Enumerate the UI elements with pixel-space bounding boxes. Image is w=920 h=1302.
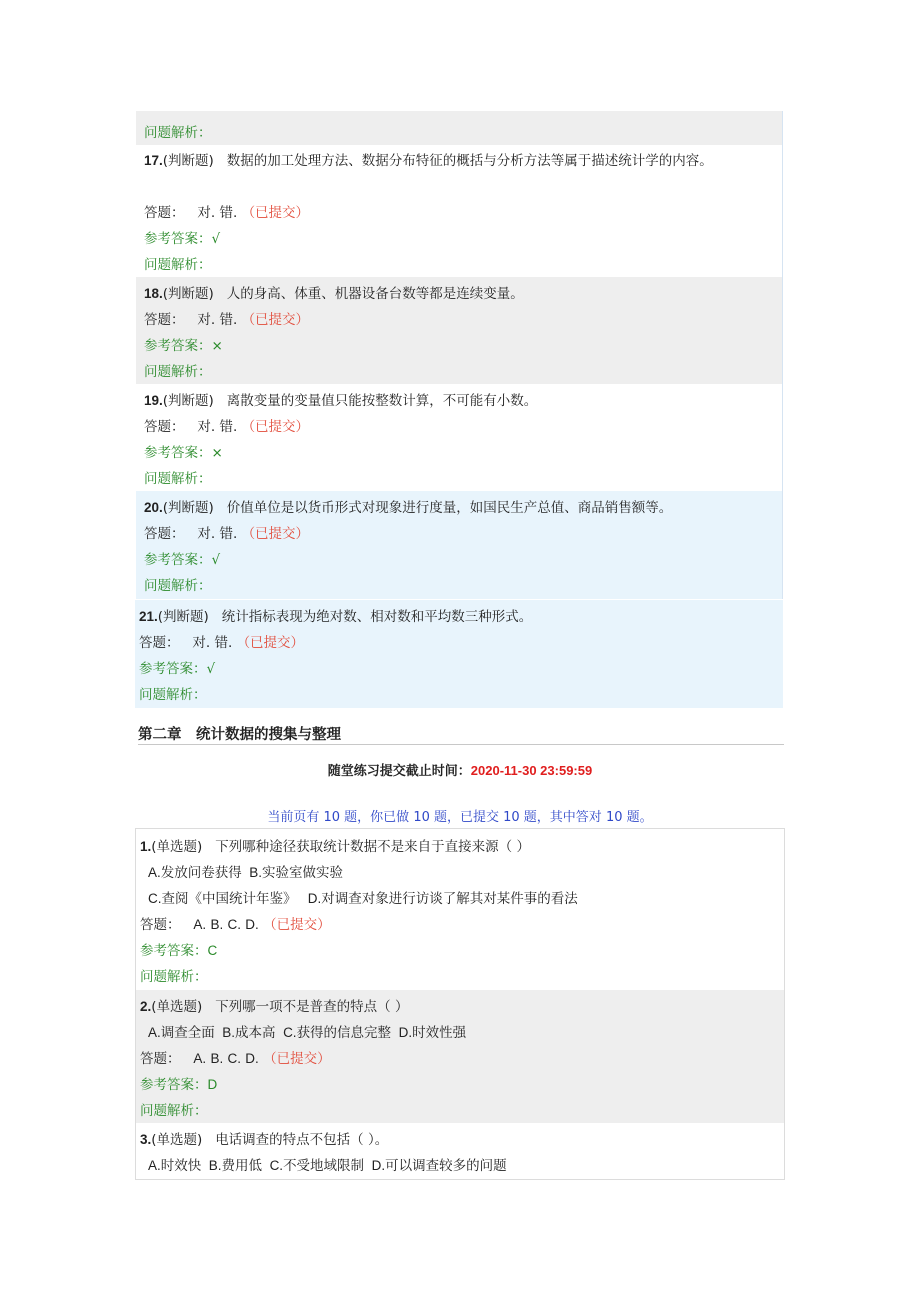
question-header: 20.(判断题) 价值单位是以货币形式对现象进行度量，如国民生产总值、商品销售额等。 (144, 500, 673, 516)
progress-status: 当前页有 10 题，你已做 10 题，已提交 10 题，其中答对 10 题。 (267, 810, 653, 825)
option-false[interactable]: 错. (219, 419, 238, 435)
submitted-badge: （已提交） (241, 312, 310, 328)
question-19 (136, 384, 783, 491)
answer-row: 答题： A. B. C. D. （已提交） (140, 1051, 331, 1067)
q16-tail (136, 111, 783, 145)
question-text: 人的身高、体重、机器设备台数等都是连续变量。 (226, 286, 524, 302)
question-header: 19.(判断题) 离散变量的变量值只能按整数计算，不可能有小数。 (144, 393, 538, 409)
deadline-time: 2020-11-30 23:59:59 (470, 763, 593, 778)
option-true[interactable]: 对. (192, 635, 211, 651)
question-text: 离散变量的变量值只能按整数计算，不可能有小数。 (226, 393, 538, 409)
reference-answer: 参考答案：√ (139, 661, 216, 677)
question-header: 18.(判断题) 人的身高、体重、机器设备台数等都是连续变量。 (144, 286, 524, 302)
question-18 (136, 277, 783, 384)
question-20 (136, 491, 783, 599)
option-a[interactable]: A.时效快 (148, 1158, 202, 1173)
option-false[interactable]: 错. (214, 635, 233, 651)
answer-a[interactable]: A. (193, 1051, 207, 1066)
question-text: 电话调查的特点不包括（ ）。 (215, 1132, 389, 1148)
answer-row: 答题： 对. 错. （已提交） (139, 635, 305, 651)
analysis-label: 问题解析： (139, 687, 207, 703)
option-b[interactable]: B.实验室做实验 (249, 865, 344, 880)
question-text: 下列哪种途径获取统计数据不是来自于直接来源（ ） (215, 839, 530, 855)
answer-c[interactable]: C. (227, 917, 241, 932)
answer-row: 答题： 对. 错. （已提交） (144, 419, 310, 435)
option-a[interactable]: A.调查全面 (148, 1025, 215, 1040)
question-header: 17.(判断题) 数据的加工处理方法、数据分布特征的概括与分析方法等属于描述统计学的内容。 (144, 153, 713, 169)
option-true[interactable]: 对. (197, 419, 216, 435)
option-true[interactable]: 对. (197, 526, 216, 542)
answer-row: 答题： 对. 错. （已提交） (144, 312, 310, 328)
analysis-label: 问题解析： (144, 578, 212, 594)
analysis-label: 问题解析： (144, 471, 212, 487)
answer-b[interactable]: B. (210, 917, 224, 932)
answer-row: 答题： 对. 错. （已提交） (144, 205, 310, 221)
option-false[interactable]: 错. (219, 205, 238, 221)
analysis-label: 问题解析： (140, 969, 208, 985)
submitted-badge: （已提交） (241, 526, 310, 542)
answer-b[interactable]: B. (210, 1051, 224, 1066)
option-c[interactable]: C.获得的信息完整 (283, 1025, 392, 1040)
option-false[interactable]: 错. (219, 526, 238, 542)
question-text: 数据的加工处理方法、数据分布特征的概括与分析方法等属于描述统计学的内容。 (226, 153, 713, 169)
reference-answer: 参考答案：D (140, 1077, 218, 1093)
answer-c[interactable]: C. (227, 1051, 241, 1066)
analysis-label: 问题解析： (144, 257, 212, 273)
question-header: 1.(单选题) 下列哪种途径获取统计数据不是来自于直接来源（ ） (140, 839, 530, 855)
option-c[interactable]: C.不受地域限制 (269, 1158, 365, 1173)
submitted-badge: （已提交） (241, 419, 310, 435)
submitted-badge: （已提交） (241, 205, 310, 221)
options-row (148, 1156, 507, 1176)
reference-answer: 参考答案：C (140, 943, 218, 959)
options-row (148, 863, 343, 883)
option-d[interactable]: D.时效性强 (398, 1025, 467, 1040)
option-b[interactable]: B.成本高 (222, 1025, 276, 1040)
question-c1 (136, 829, 784, 990)
options-row (148, 1023, 466, 1043)
option-d[interactable]: D.可以调查较多的问题 (371, 1158, 507, 1173)
answer-d[interactable]: D. (245, 917, 259, 932)
option-a[interactable]: A.发放问卷获得 (148, 865, 242, 880)
submitted-badge: （已提交） (263, 917, 331, 933)
reference-answer: 参考答案：√ (144, 231, 221, 247)
option-true[interactable]: 对. (197, 205, 216, 221)
option-true[interactable]: 对. (197, 312, 216, 328)
question-c3 (136, 1123, 784, 1179)
question-21 (135, 600, 783, 708)
analysis-label: 问题解析： (144, 364, 212, 380)
question-c2 (136, 990, 784, 1123)
question-text: 统计指标表现为绝对数、相对数和平均数三种形式。 (221, 609, 533, 625)
option-d[interactable]: D.对调查对象进行访谈了解其对某件事的看法 (307, 891, 578, 906)
question-text: 价值单位是以货币形式对现象进行度量，如国民生产总值、商品销售额等。 (226, 500, 673, 516)
answer-row: 答题： 对. 错. （已提交） (144, 526, 310, 542)
chapter-heading: 第二章 统计数据的搜集与整理 (138, 722, 784, 745)
analysis-label: 问题解析： (140, 1103, 208, 1119)
option-b[interactable]: B.费用低 (208, 1158, 263, 1173)
question-text: 下列哪一项不是普查的特点（ ） (215, 999, 409, 1015)
submitted-badge: （已提交） (263, 1051, 331, 1067)
reference-answer: 参考答案：√ (144, 552, 221, 568)
answer-a[interactable]: A. (193, 917, 207, 932)
option-false[interactable]: 错. (219, 312, 238, 328)
options-row (148, 889, 578, 909)
reference-answer: 参考答案：× (144, 445, 223, 461)
answer-row: 答题： A. B. C. D. （已提交） (140, 917, 331, 933)
option-c[interactable]: C.查阅《中国统计年鉴》 (148, 891, 297, 906)
question-header: 21.(判断题) 统计指标表现为绝对数、相对数和平均数三种形式。 (139, 609, 533, 625)
reference-answer: 参考答案：× (144, 338, 223, 354)
question-header: 2.(单选题) 下列哪一项不是普查的特点（ ） (140, 999, 409, 1015)
submitted-badge: （已提交） (236, 635, 305, 651)
deadline-notice: 随堂练习提交截止时间：2020-11-30 23:59:59 (327, 763, 593, 779)
question-header: 3.(单选题) 电话调查的特点不包括（ ）。 (140, 1132, 389, 1148)
answer-d[interactable]: D. (245, 1051, 259, 1066)
question-17 (136, 145, 783, 277)
analysis-label: 问题解析： (144, 125, 212, 141)
question-list-frame (135, 828, 785, 1180)
